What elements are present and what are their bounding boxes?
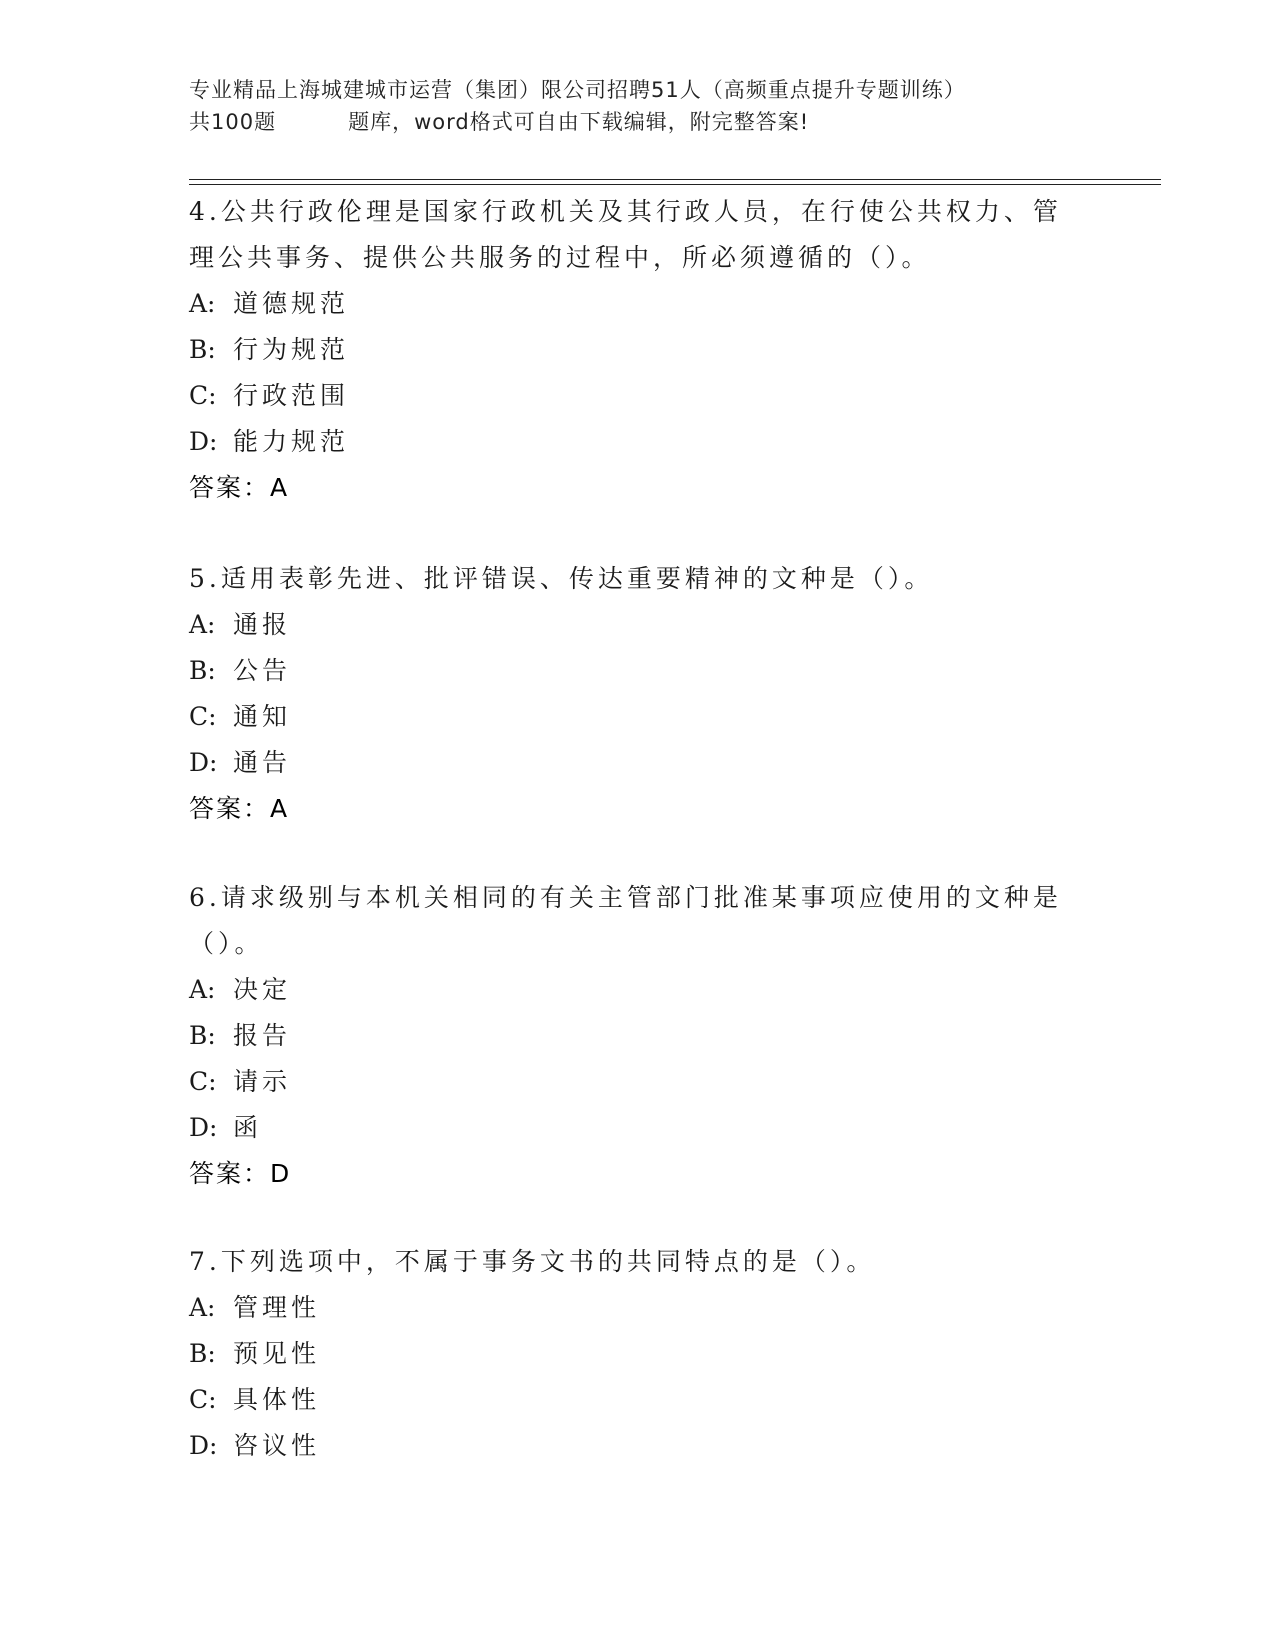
option-text: 决定 (233, 975, 292, 1004)
question-block (189, 1239, 1089, 1469)
option-text: 具体性 (233, 1385, 321, 1414)
option-d (189, 419, 1089, 465)
option-letter: D: (189, 1113, 218, 1142)
option-d (189, 1423, 1089, 1469)
option-letter: A: (189, 975, 216, 1004)
header-divider-bottom (189, 184, 1161, 185)
option-b (189, 327, 1089, 373)
document-header (189, 74, 1089, 138)
option-text: 预见性 (233, 1339, 321, 1368)
option-a (189, 602, 1089, 648)
answer-line: 答案：D (189, 1159, 292, 1188)
option-text: 通知 (233, 702, 292, 731)
header-title-line: 专业精品上海城建城市运营（集团）限公司招聘51人（高频重点提升专题训练） (189, 78, 966, 102)
option-d (189, 1105, 1089, 1151)
question-block (189, 189, 1089, 511)
option-text: 请示 (233, 1067, 292, 1096)
question-block (189, 556, 1089, 832)
option-a (189, 967, 1089, 1013)
option-letter: D: (189, 748, 218, 777)
question-stem: 7.下列选项中，不属于事务文书的共同特点的是（）。 (189, 1247, 876, 1276)
header-subtitle-line (189, 106, 1089, 138)
option-text: 通告 (233, 748, 292, 777)
option-letter: D: (189, 1431, 218, 1460)
option-letter: D: (189, 427, 218, 456)
option-text: 行为规范 (233, 335, 350, 364)
option-text: 行政范围 (233, 381, 350, 410)
option-text: 公告 (233, 656, 292, 685)
option-letter: B: (189, 1021, 216, 1050)
option-c (189, 1377, 1089, 1423)
option-letter: C: (189, 1067, 217, 1096)
option-letter: B: (189, 1339, 216, 1368)
question-stem: 6.请求级别与本机关相同的有关主管部门批准某事项应使用的文种是（）。 (189, 883, 1062, 958)
option-letter: B: (189, 335, 216, 364)
option-c (189, 1059, 1089, 1105)
header-question-count: 共100题 (189, 110, 277, 134)
header-description: 题库，word格式可自由下载编辑，附完整答案! (348, 110, 810, 134)
option-text: 通报 (233, 610, 292, 639)
option-letter: C: (189, 381, 217, 410)
header-divider-top (189, 179, 1161, 180)
option-c (189, 694, 1089, 740)
option-text: 道德规范 (233, 289, 350, 318)
answer-line: 答案：A (189, 794, 290, 823)
option-letter: B: (189, 656, 216, 685)
option-d (189, 740, 1089, 786)
option-a (189, 1285, 1089, 1331)
option-letter: C: (189, 702, 217, 731)
option-text: 咨议性 (233, 1431, 321, 1460)
option-b (189, 1331, 1089, 1377)
question-block (189, 875, 1089, 1197)
option-letter: A: (189, 1293, 216, 1322)
question-stem: 4.公共行政伦理是国家行政机关及其行政人员，在行使公共权力、管理公共事务、提供公共服务的过程中，所必须遵循的（）。 (189, 197, 1062, 272)
option-text: 管理性 (233, 1293, 321, 1322)
option-text: 报告 (233, 1021, 292, 1050)
option-letter: A: (189, 610, 216, 639)
option-text: 函 (233, 1113, 263, 1142)
option-c (189, 373, 1089, 419)
option-letter: A: (189, 289, 216, 318)
option-b (189, 648, 1089, 694)
option-letter: C: (189, 1385, 217, 1414)
answer-line: 答案：A (189, 473, 290, 502)
option-a (189, 281, 1089, 327)
question-stem: 5.适用表彰先进、批评错误、传达重要精神的文种是（）。 (189, 564, 934, 593)
option-b (189, 1013, 1089, 1059)
option-text: 能力规范 (233, 427, 350, 456)
